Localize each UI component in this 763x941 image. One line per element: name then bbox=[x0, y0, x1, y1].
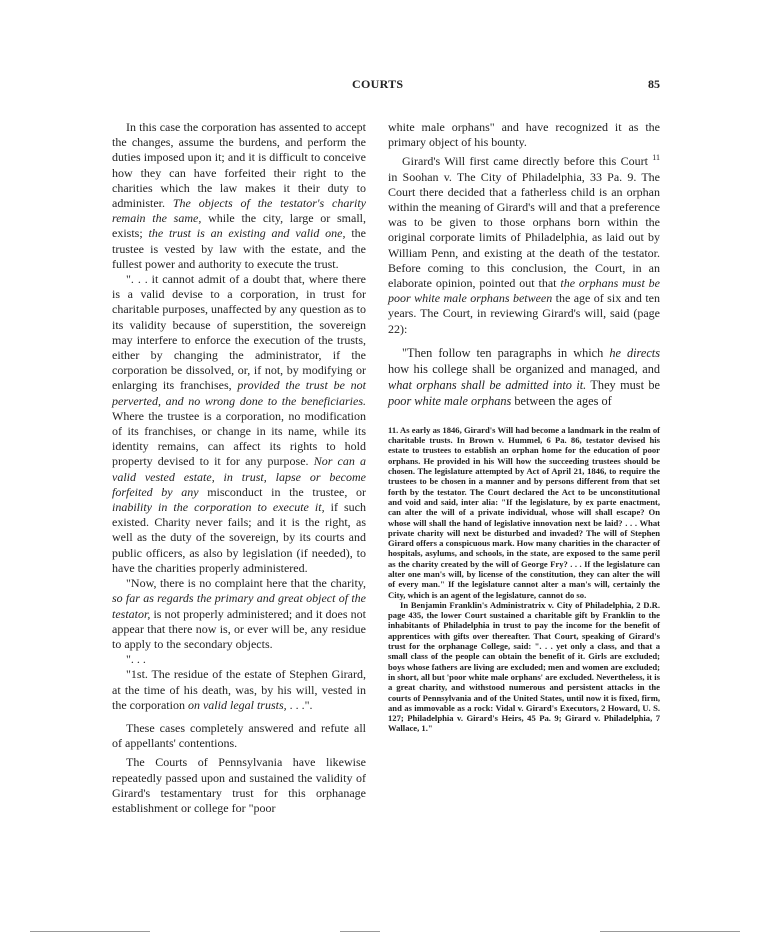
emphasis: poor white male orphans bbox=[388, 393, 512, 408]
right-column bbox=[388, 120, 660, 734]
emphasis: provided the trust be not perverted, and no wrong done to the beneficiaries. bbox=[112, 378, 366, 408]
emphasis: what orphans shall be admitted into it. bbox=[388, 377, 587, 392]
emphasis: inability in the corporation to execute it, bbox=[112, 500, 325, 515]
footnote-ref: 11 bbox=[652, 153, 660, 163]
text: misconduct in the trustee, or bbox=[198, 484, 366, 499]
emphasis: The objects of the testator's charity remain the same, bbox=[112, 196, 366, 226]
text: is not properly administered; and it does not appear that there now is, or ever will be, any residue to apply to the secondary objects. bbox=[112, 606, 366, 651]
emphasis: Nor can a valid vested estate, in trust, lapse or become forfeited by any bbox=[112, 454, 367, 499]
emphasis: so far as regards the primary and great object of the testator, bbox=[112, 591, 366, 621]
emphasis: the orphans must be poor white male orphans between bbox=[388, 276, 660, 306]
footnote: 11. As early as 1846, Girard's Will had become a landmark in the realm of charitable trusts. In Brown v. Hummel, 6 Pa. 86, testator devised his estate to trustees to establish an orphan home for the education of poor orphans. He provided in his Will how the succeeding trustees should be chosen. The legislature attempted by Act of April 21, 1846, to require the trustees to be chosen in a manner and by persons different from that set forth by the testator. The Court declared the Act to be unconstitutional and void and said, inter alia: "If the legislature, by ex parte enactment, can alter the will of a private individual, whose will shall escape? On whose will shall the hand of legislative innovation next be laid? . . . What private charity will next be disturbed and invaded? The will of Stephen Girard offers a conspicuous mark. How many charities in the character of hospitals, asylums, and schools, in the state, are exposed to the same peril as the charity created by the will of George Fry? . . . If the legislature can alter one man's will, by license of the constitution, they can alter the will of every man." If the legislature cannot alter a man's will, certainly the City, which is an agent of the legislature, cannot do so. bbox=[388, 424, 660, 600]
bottom-rule bbox=[340, 931, 380, 932]
left-column bbox=[112, 120, 366, 816]
text: They must be bbox=[586, 377, 661, 392]
paragraph: The Courts of Pennsylvania have likewise repeatedly passed upon and sustained the validity of Girard's testamentary trust for this orphanage establishment or college for "poor bbox=[112, 755, 366, 815]
page-number: 85 bbox=[648, 77, 660, 91]
text: between the ages of bbox=[511, 393, 612, 408]
paragraph: These cases completely answered and refute all of appellants' contentions. bbox=[112, 720, 366, 751]
text: Where the trustee is a corporation, no modification of its franchises, or change in its name, while its identity remains, can affect its rights to hold property devised to it for any purpose. bbox=[112, 408, 366, 469]
block-quote bbox=[388, 345, 660, 409]
text: "1st. The residue of the estate of Stephen Girard, at the time of his death, was, by his will, vested in the corporation bbox=[112, 667, 366, 712]
paragraph bbox=[112, 576, 366, 652]
text: if such existed. Charity never fails; and it is the right, as well as the duty of the sovereign, by its courts and public officers, as also by legislation (if needed), to have the charities properly administered. bbox=[112, 500, 366, 575]
text: how his college shall be organized and managed, and bbox=[388, 361, 660, 376]
footnote-continued: In Benjamin Franklin's Administratrix v. City of Philadelphia, 2 D.R. page 435, the lower Court sustained a charitable gift by Franklin to the inhabitants of Philadelphia in trust to pay the income for the benefit of apprentices with gifts over thereafter. That Court, speaking of Girard's trust for the orphanage College, said: ". . . yet only a class, and that a small class of the people can obtain the benefit of it. Girls are excluded; boys whose fathers are living are excluded; men and women are excluded; in short, all but 'poor white male orphans' are excluded. Nevertheless, it is a great charity, and withstood numerous and persistent attacks in the courts of Pennsylvania and of the United States, until now it is fixed, firm, and as immovable as a rock: Vidal v. Girard's Executors, 2 Howard, U. S. 127; Philadelphia v. Girard's Heirs, 45 Pa. 9; Girard v. Philadelphia, 7 Wallace, 1." bbox=[388, 599, 660, 734]
bottom-rule bbox=[30, 931, 150, 932]
paragraph bbox=[112, 667, 366, 713]
text: In this case the corporation has assented to accept the changes, assume the burdens, and perform the duties imposed upon it; and it is difficult to conceive how they can have forfeited their right to the charities which the law makes it their duty to administer. bbox=[112, 120, 366, 211]
running-title: COURTS bbox=[352, 77, 404, 91]
text: . . .". bbox=[286, 697, 313, 712]
paragraph bbox=[388, 150, 660, 336]
text: the trustee is vested by law with the estate, and the fullest power and authority to execute the trust. bbox=[112, 226, 366, 271]
text: "Now, there is no complaint here that the charity, bbox=[126, 576, 366, 591]
page-header bbox=[0, 77, 763, 97]
text: "Then follow ten paragraphs in which bbox=[402, 345, 610, 360]
text: ". . . it cannot admit of a doubt that, where there is a valid devise to a corporation, in trust for charitable purposes, unaffected by any question as to its validity because of superstition, the sovereign may interfere to enforce the execution of the trusts, either by changing the administrator, if the corporation be dissolved, or, if not, by modifying or enlarging its franchises, bbox=[112, 272, 366, 393]
emphasis: the trust is an existing and valid one, bbox=[148, 226, 346, 241]
paragraph: white male orphans" and have recognized it as the primary object of his bounty. bbox=[388, 120, 660, 150]
text: Girard's Will first came directly before this Court bbox=[402, 154, 653, 169]
ellipsis-line: ". . . bbox=[126, 652, 146, 667]
text: while the city, large or small, exists; bbox=[112, 211, 367, 241]
bottom-rule bbox=[600, 931, 740, 932]
emphasis: he directs bbox=[609, 345, 660, 360]
text: in Soohan v. The City of Philadelphia, 33 Pa. 9. The Court there decided that a fatherless child is an orphan within the meaning of Girard's will and that a preference was to be given to those orphans born within the original corporate limits of Philadelphia, as laid out by William Penn, and existing at the death of the testator. Before coming to this conclusion, the Court, in an elaborate opinion, pointed out that bbox=[388, 169, 660, 291]
paragraph bbox=[112, 120, 366, 272]
text: the age of six and ten years. The Court, in reviewing Girard's will, said (page 22): bbox=[388, 291, 660, 336]
paragraph bbox=[112, 272, 366, 576]
emphasis: on valid legal trusts, bbox=[187, 697, 287, 712]
